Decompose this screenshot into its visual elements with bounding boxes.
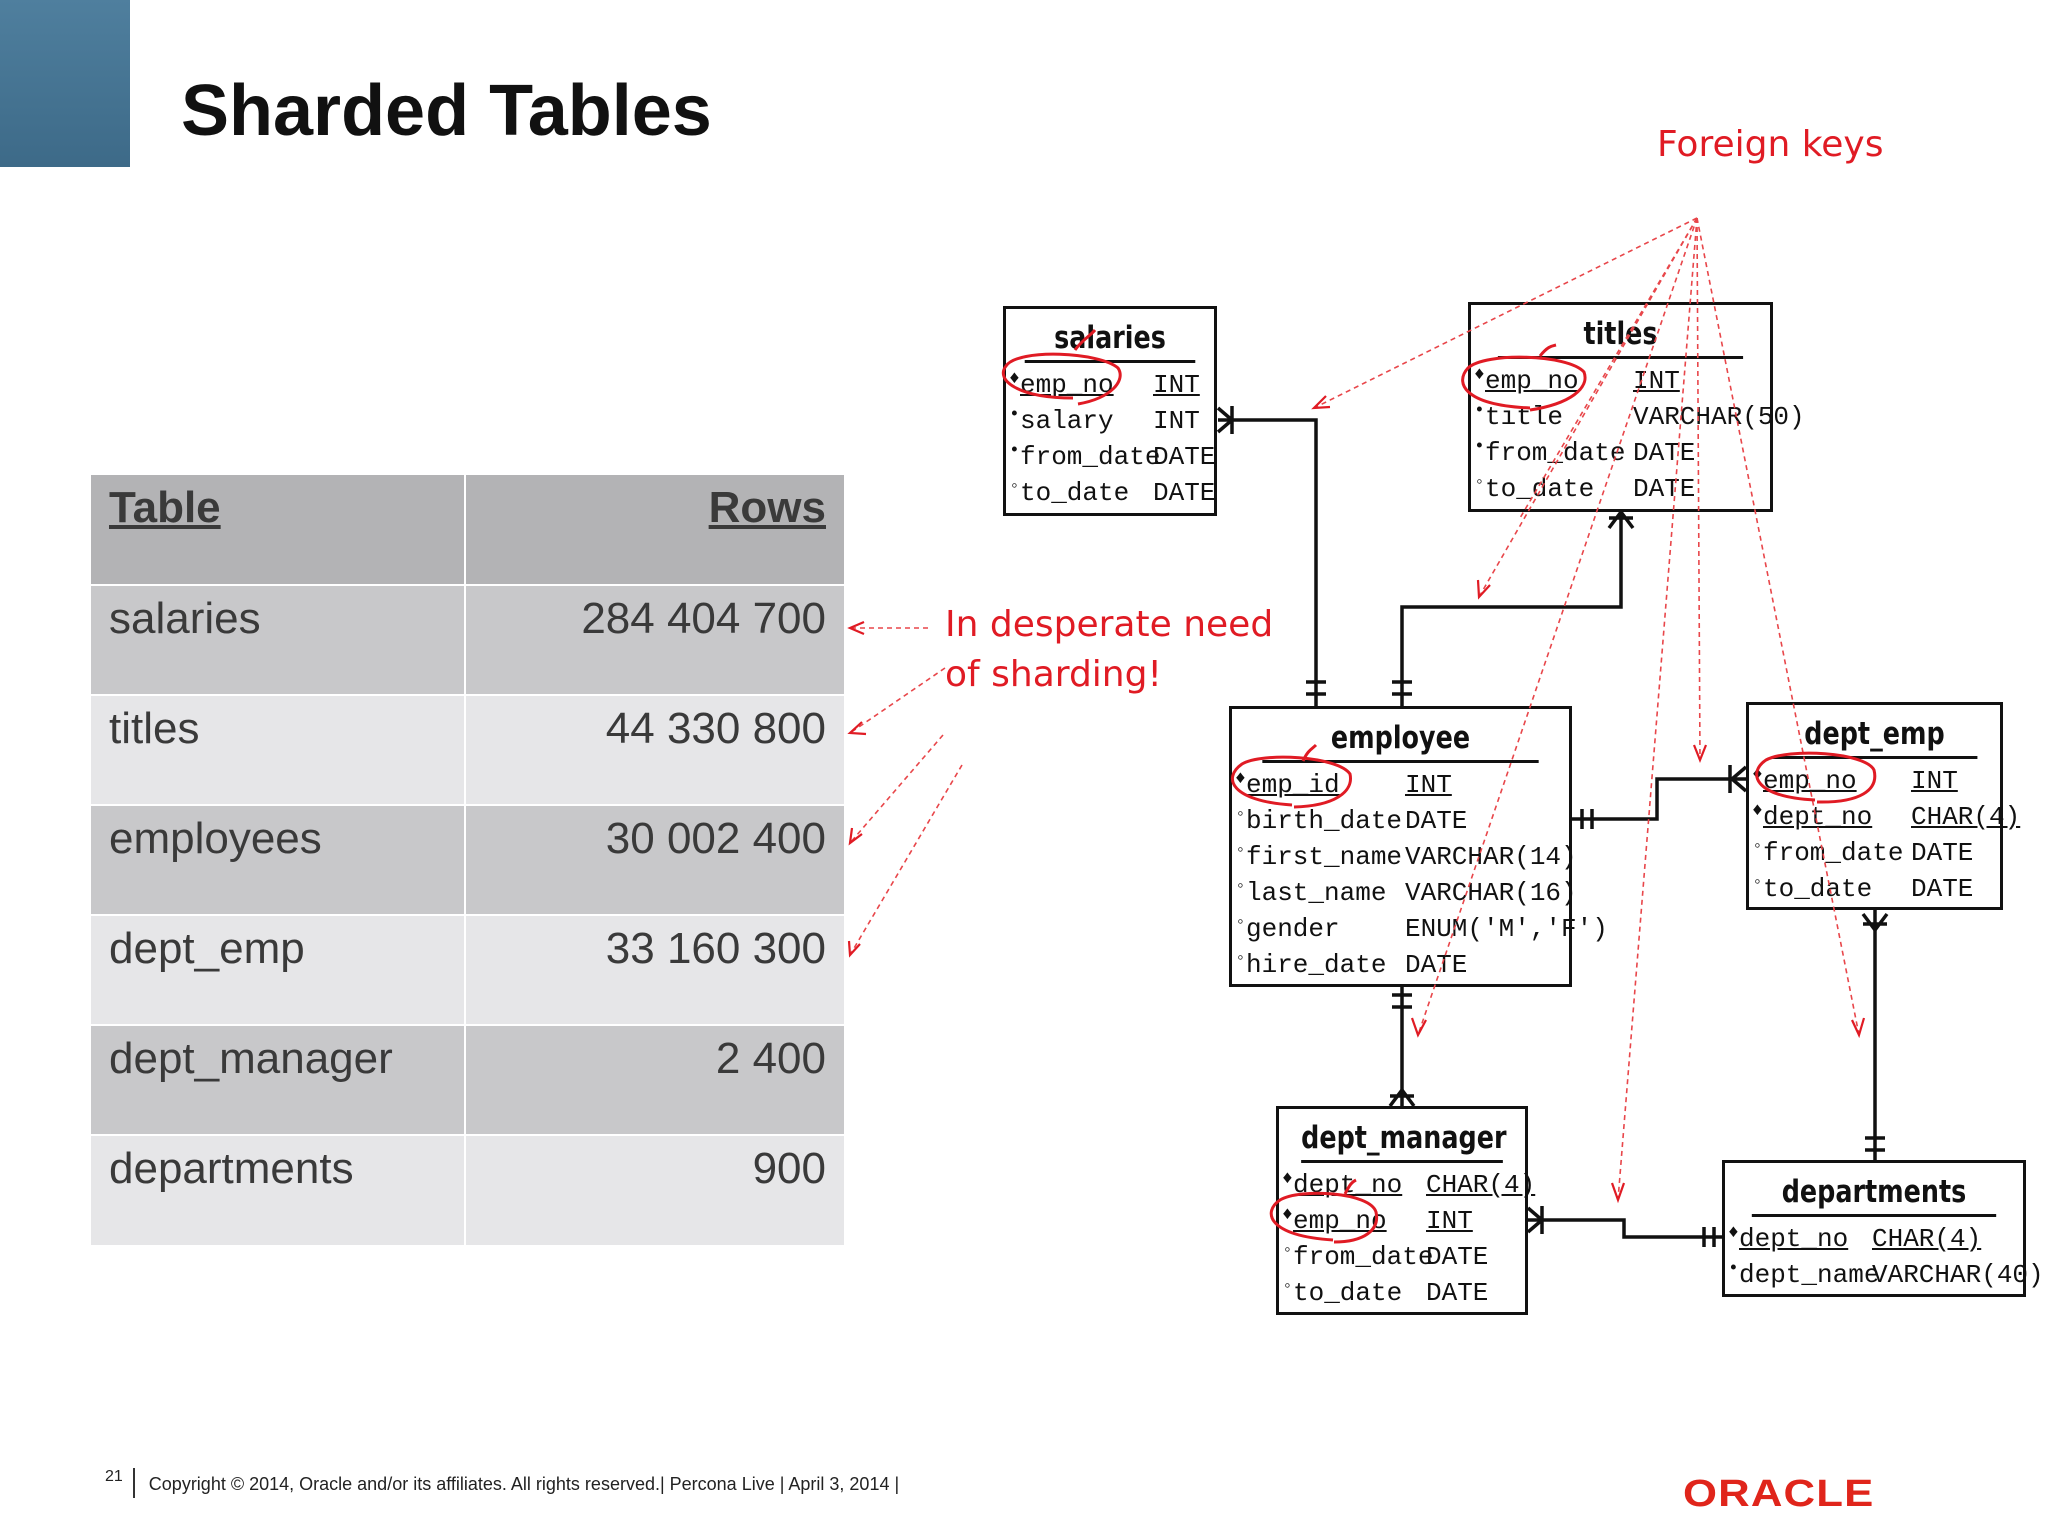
attribute-name: dept_no	[1293, 1170, 1403, 1200]
attribute-name: salary	[1020, 406, 1114, 436]
annotation-foreign-keys: Foreign keys	[1657, 124, 1884, 165]
key-marker: ♦	[1235, 769, 1246, 789]
row-count-cell: 44 330 800	[465, 695, 844, 805]
page-number: 21	[105, 1468, 123, 1485]
attribute-name: gender	[1246, 914, 1340, 944]
attribute-type: INT	[1426, 1206, 1473, 1236]
attribute-name: from_date	[1293, 1242, 1434, 1272]
attribute-type: VARCHAR(14)	[1405, 842, 1577, 872]
optional-marker: ◦	[1282, 1277, 1293, 1297]
attribute-type: INT	[1153, 406, 1200, 436]
highlight-circle-dept-manager-emp-no	[1271, 1180, 1376, 1242]
attribute-type: DATE	[1426, 1278, 1489, 1308]
attribute-type: INT	[1153, 370, 1200, 400]
mandatory-marker: •	[1728, 1259, 1739, 1279]
attribute-name: to_date	[1020, 478, 1130, 508]
shard-arrow-dept-emp	[850, 765, 962, 955]
row-count-cell: 33 160 300	[465, 915, 844, 1025]
annotation-sharding-line2: of sharding!	[945, 654, 1162, 695]
highlight-circle-dept-emp-emp-no	[1757, 753, 1875, 802]
mandatory-marker: •	[1474, 401, 1485, 421]
entity-title: departments	[1752, 1163, 1996, 1217]
attribute-name: dept_name	[1739, 1260, 1880, 1290]
key-marker: ♦	[1474, 365, 1485, 385]
table-name-cell: salaries	[91, 585, 465, 695]
fk-arrow-employee-low	[1418, 218, 1697, 1035]
attribute-type: INT	[1405, 770, 1452, 800]
attribute-type: DATE	[1153, 478, 1216, 508]
attribute-type: INT	[1911, 766, 1958, 796]
optional-marker: ◦	[1752, 873, 1763, 893]
entity-title: titles	[1498, 305, 1743, 359]
column-header-table: Table	[91, 475, 465, 585]
attribute-name: emp_no	[1293, 1206, 1387, 1236]
attribute-name: from_date	[1485, 438, 1626, 468]
arrowhead	[1852, 1018, 1864, 1035]
fk-arrow-dept-manager	[1618, 218, 1697, 1200]
slide-title: Sharded Tables	[181, 71, 712, 151]
copyright-text: Copyright © 2014, Oracle and/or its affiliates. All rights reserved.| Percona Live | April 3, 2014 |	[148, 1474, 900, 1494]
attribute-name: from_date	[1020, 442, 1161, 472]
attribute-type: CHAR(4)	[1872, 1224, 1982, 1254]
arrowhead	[1412, 1018, 1426, 1035]
attribute-type: DATE	[1911, 874, 1974, 904]
optional-marker: ◦	[1009, 477, 1020, 497]
table-name-cell: employees	[91, 805, 465, 915]
attribute-name: hire_date	[1246, 950, 1387, 980]
attribute-type: DATE	[1633, 474, 1696, 504]
mandatory-marker: •	[1474, 437, 1485, 457]
arrowhead	[849, 941, 860, 955]
oracle-logo: ORACLE	[1683, 1473, 1875, 1515]
optional-marker: ◦	[1235, 949, 1246, 969]
fk-arrow-departments	[1697, 218, 1859, 1035]
table-name-cell: departments	[91, 1135, 465, 1245]
attribute-type: CHAR(4)	[1426, 1170, 1536, 1200]
attribute-name: emp_no	[1763, 766, 1857, 796]
table-name-cell: dept_manager	[91, 1025, 465, 1135]
arrowhead	[850, 722, 866, 734]
annotation-sharding-line1: In desperate need	[945, 604, 1274, 645]
attribute-name: first_name	[1246, 842, 1403, 872]
attribute-type: ENUM('M','F')	[1405, 914, 1608, 944]
attribute-name: to_date	[1293, 1278, 1403, 1308]
entity-title: dept_manager	[1301, 1109, 1503, 1163]
optional-marker: ◦	[1474, 473, 1485, 493]
attribute-type: DATE	[1633, 438, 1696, 468]
key-marker: ♦	[1009, 369, 1020, 389]
attribute-type: DATE	[1405, 950, 1468, 980]
attribute-name: from_date	[1763, 838, 1904, 868]
row-count-cell: 30 002 400	[465, 805, 844, 915]
row-count-cell: 284 404 700	[465, 585, 844, 695]
fk-arrow-titles	[1520, 218, 1697, 518]
attribute-type: VARCHAR(50)	[1633, 402, 1805, 432]
optional-marker: ◦	[1235, 913, 1246, 933]
entity-title: dept_emp	[1772, 705, 1978, 759]
shard-arrow-employees	[850, 735, 943, 843]
attribute-type: DATE	[1911, 838, 1974, 868]
key-marker: ♦	[1752, 765, 1763, 785]
attribute-name: to_date	[1485, 474, 1595, 504]
attribute-type: DATE	[1405, 806, 1468, 836]
key-marker: ♦	[1728, 1223, 1739, 1243]
entity-title: salaries	[1025, 309, 1196, 363]
fk-arrow-salaries	[1314, 218, 1697, 408]
attribute-type: DATE	[1426, 1242, 1489, 1272]
mandatory-marker: •	[1009, 441, 1020, 461]
slide-footer	[105, 1468, 899, 1498]
attribute-type: INT	[1633, 366, 1680, 396]
attribute-name: emp_no	[1485, 366, 1579, 396]
attribute-type: DATE	[1153, 442, 1216, 472]
column-header-rows: Rows	[465, 475, 844, 585]
optional-marker: ◦	[1752, 837, 1763, 857]
attribute-name: emp_no	[1020, 370, 1114, 400]
optional-marker: ◦	[1282, 1241, 1293, 1261]
shard-arrow-titles	[850, 668, 945, 733]
highlight-circle-titles-emp-no	[1463, 345, 1585, 410]
attribute-type: VARCHAR(16)	[1405, 878, 1577, 908]
attribute-name: dept_no	[1763, 802, 1873, 832]
arrowhead	[1314, 396, 1330, 408]
attribute-name: to_date	[1763, 874, 1873, 904]
optional-marker: ◦	[1235, 841, 1246, 861]
attribute-name: dept_no	[1739, 1224, 1849, 1254]
attribute-name: title	[1485, 402, 1564, 432]
attribute-type: VARCHAR(40)	[1872, 1260, 2044, 1290]
attribute-name: emp_id	[1246, 770, 1340, 800]
row-count-cell: 2 400	[465, 1025, 844, 1135]
attribute-name: last_name	[1246, 878, 1387, 908]
attribute-name: birth_date	[1246, 806, 1403, 836]
highlight-circle-employee-emp-id	[1232, 745, 1350, 807]
fk-arrow-dept-emp-top	[1697, 218, 1700, 760]
optional-marker: ◦	[1235, 877, 1246, 897]
key-marker: ♦	[1282, 1205, 1293, 1225]
key-marker: ♦	[1752, 801, 1763, 821]
optional-marker: ◦	[1235, 805, 1246, 825]
highlight-circle-salaries-emp-no	[1003, 330, 1120, 404]
table-name-cell: titles	[91, 695, 465, 805]
table-name-cell: dept_emp	[91, 915, 465, 1025]
row-count-cell: 900	[465, 1135, 844, 1245]
footer-divider	[133, 1468, 135, 1498]
attribute-type: CHAR(4)	[1911, 802, 2021, 832]
entity-title: employee	[1262, 709, 1538, 763]
key-marker: ♦	[1282, 1169, 1293, 1189]
mandatory-marker: •	[1009, 405, 1020, 425]
